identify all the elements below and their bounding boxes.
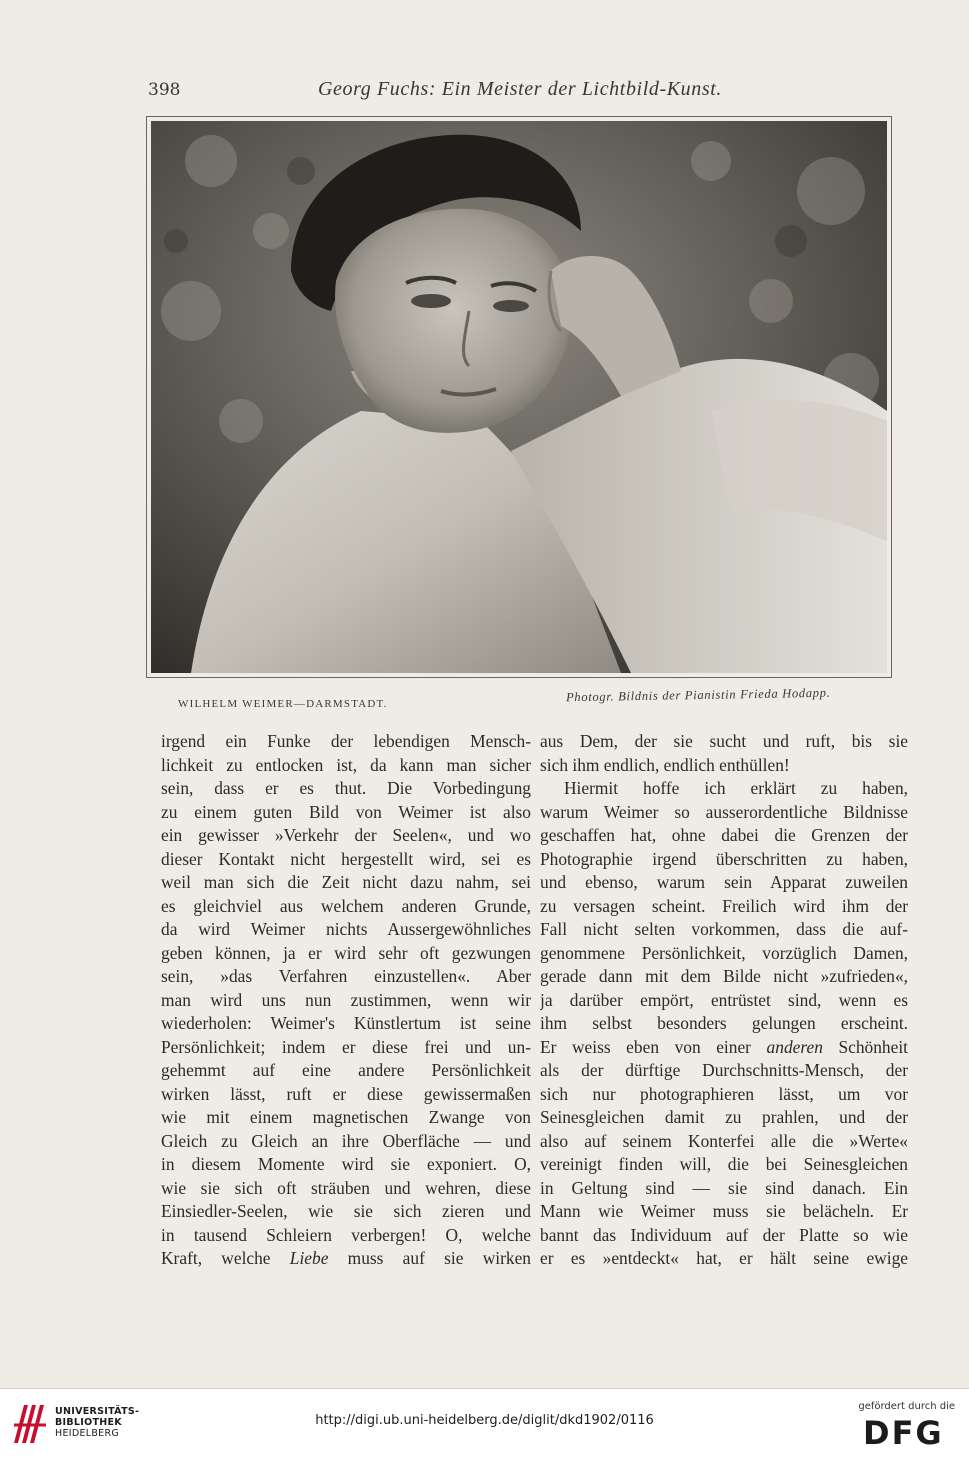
text-line: vereinigt finden will, die bei Seinesgleichen: [540, 1154, 908, 1174]
emphasis: Liebe: [289, 1248, 329, 1268]
text-line: Einsiedler-Seelen, wie sie sich zieren und: [161, 1201, 531, 1221]
text-line: wiederholen: Weimer's Künstlertum ist seine: [161, 1013, 531, 1033]
text-line: sich nur photographieren lässt, um vor: [540, 1083, 908, 1104]
text-line: zu versagen scheint. Freilich wird ihm der: [540, 895, 908, 916]
text-line: er es »entdeckt« hat, er hält seine ewige: [540, 1248, 908, 1268]
text-line: Hiermit hoffe ich erklärt zu haben,: [564, 778, 908, 798]
text-line: und ebenso, warum sein Apparat zuweilen: [540, 872, 908, 892]
text-line: in tausend Schleiern verbergen! O, welche: [161, 1224, 531, 1245]
photographer-caption: WILHELM WEIMER—DARMSTADT.: [178, 698, 388, 710]
photo-title-caption: Photogr. Bildnis der Pianistin Frieda Hodapp.: [565, 685, 831, 705]
library-name-line: UNIVERSITÄTS-: [55, 1406, 140, 1417]
text-line: wirken lässt, ruft er diese gewissermaßen: [161, 1083, 531, 1104]
page-number: 398: [148, 80, 181, 100]
text-line: aus Dem, der sie sucht und ruft, bis sie: [540, 731, 908, 751]
text-column-right: [540, 730, 908, 1271]
text-line: Mann wie Weimer muss sie belächeln. Er: [540, 1201, 908, 1221]
text-line: gerade dann mit dem Bilde nicht »zufrieden«,: [540, 966, 908, 986]
text-line: ein gewisser »Verkehr der Seelen«, und wo: [161, 825, 531, 845]
text-line: warum Weimer so ausserordentliche Bildnisse: [540, 801, 908, 822]
running-head: [148, 76, 888, 104]
text-line: wie sie sich oft sträuben und wehren, diese: [161, 1177, 531, 1198]
text-line: man wird uns nun zustimmen, wenn wir: [161, 989, 531, 1010]
text-line: weil man sich die Zeit nicht dazu nahm, sei: [161, 872, 531, 892]
text-line: Seinesgleichen damit zu prahlen, und der: [540, 1107, 908, 1127]
emphasis: anderen: [766, 1036, 823, 1057]
text-line: es gleichviel aus welchem anderen Grunde,: [161, 895, 531, 916]
text-line: ja darüber empört, entrüstet sind, wenn es: [540, 989, 908, 1010]
portrait-photo: [151, 121, 887, 673]
text-line: Er weiss eben von einer anderen Schönheit: [540, 1036, 908, 1057]
text-line: Gleich zu Gleich an ihre Oberfläche — und: [161, 1130, 531, 1151]
text-line: Fall nicht selten vorkommen, dass die auf-: [540, 919, 908, 939]
text-line: in diesem Momente wird sie exponiert. O,: [161, 1154, 531, 1174]
dfg-logo-text: DFG: [863, 1417, 944, 1447]
text-line: dieser Kontakt nicht hergestellt wird, sei es: [161, 848, 531, 869]
text-line: Persönlichkeit; indem er diese frei und un-: [161, 1036, 531, 1057]
text-line: sich ihm endlich, endlich enthüllen!: [540, 754, 790, 775]
running-title: Georg Fuchs: Ein Meister der Lichtbild-Kunst.: [318, 78, 722, 100]
text-line: gehemmt auf eine andere Persönlichkeit: [161, 1060, 531, 1080]
text-line: sein, dass er es thut. Die Vorbedingung: [161, 778, 531, 798]
text-line: genommene Persönlichkeit, vorzüglich Damen,: [540, 942, 908, 963]
text-line: bannt das Individuum auf der Platte so wie: [540, 1224, 908, 1245]
text-line: zu einem guten Bild von Weimer ist also: [161, 801, 531, 822]
text-line: Photographie irgend überschritten zu haben,: [540, 848, 908, 869]
text-line: ihm selbst besonders gelungen erscheint.: [540, 1013, 908, 1033]
viewer-footer: [0, 1388, 969, 1459]
text-line: geschaffen hat, ohne dabei die Grenzen der: [540, 825, 908, 845]
funding-note: gefördert durch die: [858, 1401, 955, 1412]
text-line: sein, »das Verfahren einzustellen«. Aber: [161, 966, 531, 986]
permalink-url[interactable]: http://digi.ub.uni-heidelberg.de/diglit/dkd1902/0116: [315, 1413, 654, 1428]
text-line: Kraft, welche Liebe muss auf sie wirken: [161, 1248, 531, 1268]
text-line: wie mit einem magnetischen Zwange von: [161, 1107, 531, 1127]
text-line: geben können, ja er wird sehr oft gezwungen: [161, 942, 531, 963]
text-line: als der dürftige Durchschnitts-Mensch, der: [540, 1060, 908, 1080]
library-name-line: HEIDELBERG: [55, 1428, 120, 1439]
text-line: lichkeit zu entlocken ist, da kann man sicher: [161, 754, 531, 775]
portrait-photo-frame: [146, 116, 892, 678]
text-line: irgend ein Funke der lebendigen Mensch-: [161, 731, 531, 751]
text-column-left: [161, 730, 531, 1271]
text-line: da wird Weimer nichts Aussergewöhnliches: [161, 919, 531, 939]
text-line: also auf seinem Konterfei alle die »Werte«: [540, 1130, 908, 1151]
text-line: in Geltung sind — sie sind danach. Ein: [540, 1177, 908, 1198]
dfg-logo-icon: [863, 1417, 955, 1447]
library-name-line: BIBLIOTHEK: [55, 1417, 122, 1428]
